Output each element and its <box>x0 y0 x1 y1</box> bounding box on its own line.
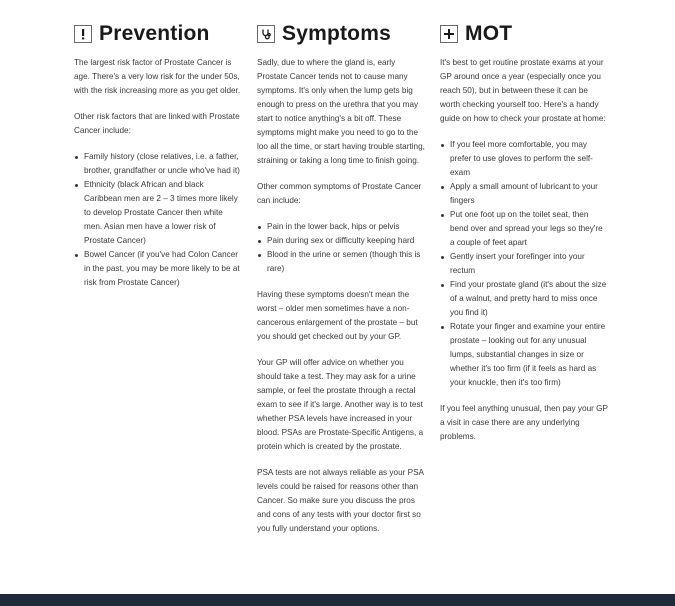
list-item-text: Family history (close relatives, i.e. a father, brother, grandfather or uncle who've had it) <box>84 152 240 175</box>
section-body <box>257 56 425 536</box>
paragraph: Other risk factors that are linked with Prostate Cancer include: <box>74 112 240 135</box>
column-prevention <box>74 22 242 302</box>
section-body <box>74 56 242 290</box>
paragraph: PSA tests are not always reliable as your PSA levels could be raised for reasons other than Cancer. So make sure you discuss the pros and cons of any tests with your doctor first so you fully understand your options. <box>257 468 424 533</box>
list-item-text: If you feel more comfortable, you may prefer to use gloves to perform the self-exam <box>450 140 593 177</box>
list-item-text: Bowel Cancer (if you've had Colon Cancer in the past, you may be more likely to be at risk from Prostate Cancer) <box>84 250 240 287</box>
column-symptoms <box>257 22 425 548</box>
list-item <box>450 320 608 390</box>
list-item <box>450 250 608 278</box>
list-item-text: Put one foot up on the toilet seat, then bend over and spread your legs so they're a couple of feet apart <box>450 210 603 247</box>
paragraph: The largest risk factor of Prostate Cancer is age. There's a very low risk for the under 50s, with the risk increasing more as you get older. <box>74 58 241 95</box>
bullet-list <box>440 138 608 390</box>
list-item <box>267 220 425 234</box>
column-mot <box>440 22 608 456</box>
paragraph: Sadly, due to where the gland is, early Prostate Cancer tends not to cause many symptoms. It's only when the lump gets big enough to press on the urethra that you may start to notice anything's a bit off. These symptoms might make you need to go to the loo all the time, or start having trouble starting, straining or taking a long time to finish going. <box>257 58 425 165</box>
paragraph: If you feel anything unusual, then pay your GP a visit in case there are any underlying problems. <box>440 404 608 441</box>
section-title: Symptoms <box>282 22 391 45</box>
paragraph: Having these symptoms doesn't mean the worst – older men sometimes have a non-cancerous enlargement of the prostate – but you should get checked out by your GP. <box>257 290 418 341</box>
stethoscope-icon <box>257 25 275 43</box>
list-item <box>450 278 608 320</box>
section-title: MOT <box>465 22 513 45</box>
paragraph: Your GP will offer advice on whether you should take a test. They may ask for a urine sample, or feel the prostate through a rectal exam to see if it's large. Another way is to test whether PSA levels have increased in your blood. PSAs are Prostate-Specific Antigens, a protein which is created by the prostate. <box>257 358 424 451</box>
list-item-text: Blood in the urine or semen (though this is rare) <box>267 250 421 273</box>
plus-icon <box>440 25 458 43</box>
section-heading <box>440 22 608 46</box>
section-heading <box>74 22 242 46</box>
list-item <box>84 178 242 248</box>
list-item-text: Apply a small amount of lubricant to your fingers <box>450 182 598 205</box>
bullet-list <box>257 220 425 276</box>
paragraph: Other common symptoms of Prostate Cancer can include: <box>257 182 422 205</box>
list-item <box>84 150 242 178</box>
list-item-text: Rotate your finger and examine your entire prostate – looking out for any unusual lumps, substantial changes in size or whether it's too firm (if it feels as hard as your knuckle, then it's too firm) <box>450 322 606 387</box>
list-item <box>267 248 425 276</box>
exclamation-icon <box>74 25 92 43</box>
list-item-text: Gently insert your forefinger into your rectum <box>450 252 585 275</box>
list-item <box>267 234 425 248</box>
section-body <box>440 56 608 444</box>
list-item-text: Pain in the lower back, hips or pelvis <box>267 222 400 231</box>
bullet-list <box>74 150 242 290</box>
list-item <box>450 138 608 180</box>
section-heading <box>257 22 425 46</box>
section-title: Prevention <box>99 22 210 45</box>
list-item <box>84 248 242 290</box>
list-item-text: Ethnicity (black African and black Caribbean men are 2 – 3 times more likely to develop Prostate Cancer then white men. Asian men have a lower risk of Prostate Cancer) <box>84 180 238 245</box>
list-item <box>450 180 608 208</box>
list-item-text: Find your prostate gland (it's about the size of a walnut, and pretty hard to miss once you find it) <box>450 280 607 317</box>
footer-bar <box>0 594 675 606</box>
paragraph: It's best to get routine prostate exams at your GP around once a year (especially once you reach 50), but in between these it can be worth checking yourself too. Here's a handy guide on how to check your prostate at home: <box>440 58 606 123</box>
list-item <box>450 208 608 250</box>
list-item-text: Pain during sex or difficulty keeping hard <box>267 236 415 245</box>
